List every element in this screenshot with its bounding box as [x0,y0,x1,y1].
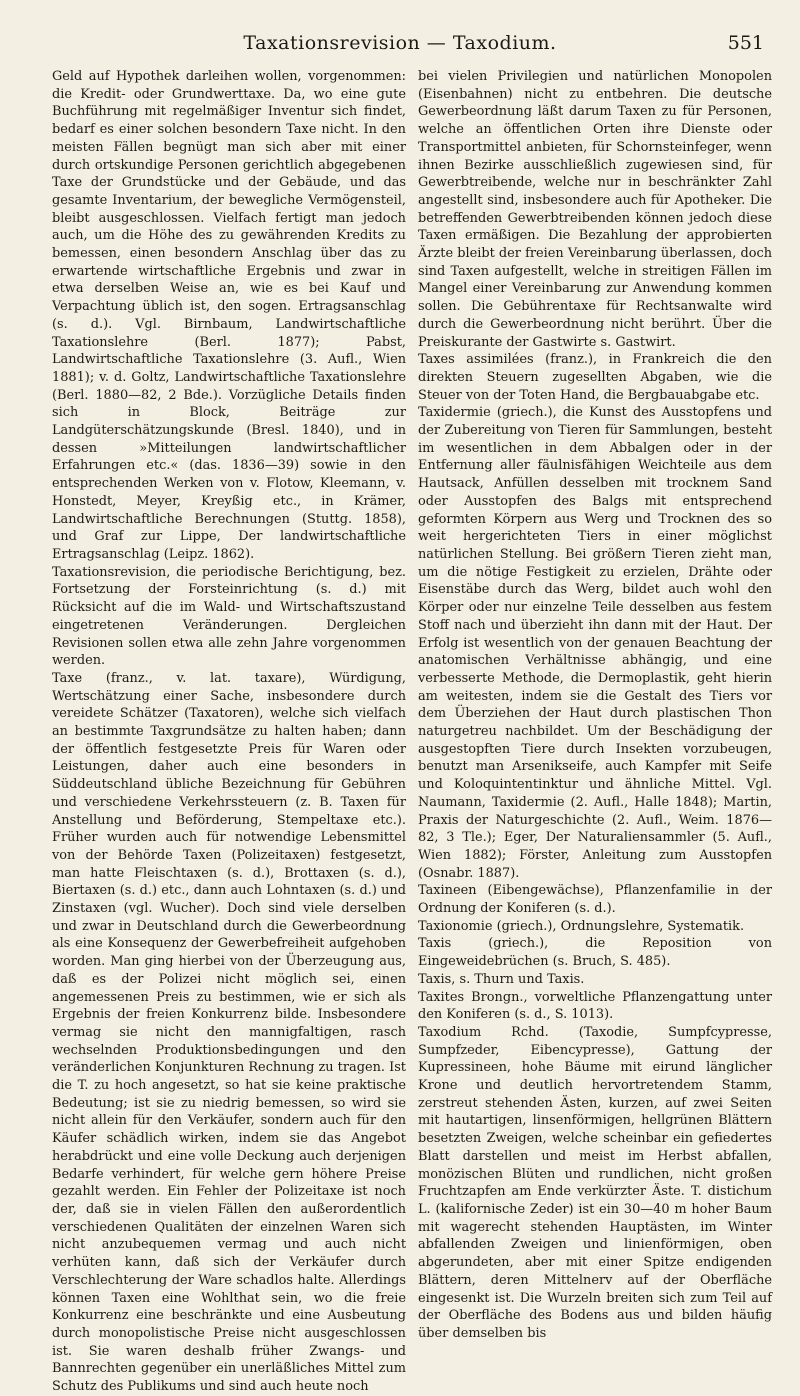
text-columns [52,68,772,1395]
entry-taxodium: Taxodium Rchd. (Taxodie, Sumpfcypresse, Sumpfzeder, Eibencypresse), Gattung der Kupressineen, hohe Bäume mit eirund länglicher Krone und deutlich hervortretendem Stamm, zerstreut stehenden Ästen, kurzen, auf zwei Seiten mit hautartigen, linsenförmigen, hellgrünen Blättern besetzten Zweigen, welche scheinbar ein gefiedertes Blatt darstellen und meist im Herbst abfallen, monözischen Blüten und rundlichen, nicht großen Fruchtzapfen am Ende verkürzter Äste. T. distichum L. (kalifornische Zeder) ist ein 30—40 m hoher Baum mit wagerecht stehenden Hauptästen, im Winter abfallenden Zweigen und linienförmigen, oben abgerundeten, aber mit einer Spitze endigenden Blättern, deren Mittelnerv auf der Oberfläche eingesenkt ist. Die Wurzeln breiten sich zum Teil auf der Oberfläche des Bodens aus und bilden häufig über demselben bis [418,1024,772,1341]
right-column [418,68,772,1341]
entry-taxis-reference: Taxis, s. Thurn und Taxis. [418,971,585,987]
entry-taxionomie: Taxionomie (griech.), Ordnungslehre, Systematik. [418,918,745,934]
entry-taxe: Taxe (franz., v. lat. taxare), Würdigung, Wertschätzung einer Sache, insbesondere durch vereidete Schätzer (Taxatoren), welche sich vielfach an bestimmte Taxgrundsätze zu halten haben; dann der öffentlich festgesetzte Preis für Waren oder Leistungen, daher auch eine besonders in Süddeutschland übliche Bezeichnung für Gebühren und verschiedene Verkehrssteuern (z. B. Taxen für Anstellung und Beförderung, Stempeltaxe etc.). Früher wurden auch für notwendige Lebensmittel von der Behörde Taxen (Polizeitaxen) festgesetzt, man hatte Fleischtaxen (s. d.), Brottaxen (s. d.), Biertaxen (s. d.) etc., dann auch Lohntaxen (s. d.) und Zinstaxen (vgl. Wucher). Doch sind viele derselben und zwar in Deutschland durch die Gewerbeordnung als eine Konsequenz der Gewerbefreiheit aufgehoben worden. Man ging hierbei von der Überzeugung aus, daß es der Polizei nicht möglich sei, einen angemessenen Preis zu bestimmen, wie er sich als Ergebnis der freien Konkurrenz bilde. Insbesondere vermag sie nicht den mannigfaltigen, rasch wechselnden Produktionsbedingungen und den veränderlichen Konjunkturen Rechnung zu tragen. Ist die T. zu hoch angesetzt, so hat sie keine praktische Bedeutung; ist sie zu niedrig bemessen, so wird sie nicht allein für den Verkäufer, sondern auch für den Käufer schädlich wirken, indem sie das Angebot herabdrückt und eine volle Deckung auch derjenigen Bedarfe verhindert, für welche gern höhere Preise gezahlt werden. Ein Fehler der Polizeitaxe ist noch der, daß sie in vielen Fällen den außerordentlich verschiedenen Qualitäten der einzelnen Waren sich nicht anzubequemen vermag und auch nicht verhüten kann, daß sich der Verkäufer durch Verschlechterung der Ware schadlos halte. Allerdings können Taxen eine Wohlthat sein, wo die freie Konkurrenz eine beschränkte und eine Ausbeutung durch monopolistische Preise nicht ausgeschlossen ist. Sie waren deshalb früher Zwangs- und Bannrechten gegenüber ein unerläßliches Mittel zum Schutz des Publikums und sind auch heute noch [52,670,406,1395]
left-column [52,68,406,1395]
running-header [30,28,770,58]
entry-taxis-medical: Taxis (griech.), die Reposition von Eingeweidebrüchen (s. Bruch, S. 485). [418,936,772,970]
entry-text: Geld auf Hypothek darleihen wollen, vorgenommen: die Kredit- oder Grundwerttaxe. Da, wo eine gute Buchführung mit regelmäßiger Inventur sich findet, bedarf es einer solchen besondern Taxe nicht. In den meisten Fällen begnügt man sich aber mit einer durch ortskundige Personen gerichtlich abgegebenen Taxe der Grundstücke und der Gebäude, und das gesamte Inventarium, der bewegliche Vermögensteil, bleibt ausgeschlossen. Vielfach fertigt man jedoch auch, um die Höhe des zu gewährenden Kredits zu bemessen, einen besondern Anschlag über das zu erwartende wirtschaftliche Ergebnis und zwar in etwa derselben Weise an, wie es bei Kauf und Verpachtung üblich ist, den sogen. Ertragsanschlag (s. d.). Vgl. Birnbaum, Landwirtschaftliche Taxationslehre (Berl. 1877); Pabst, Landwirtschaftliche Taxationslehre (3. Aufl., Wien 1881); v. d. Goltz, Landwirtschaftliche Taxationslehre (Berl. 1880—82, 2 Bde.). Vorzügliche Details finden sich in Block, Beiträge zur Landgüterschätzungskunde (Bresl. 1840), und in dessen »Mitteilungen landwirtschaftlicher Erfahrungen etc.« (das. 1836—39) sowie in den entsprechenden Werken von v. Flotow, Kleemann, v. Honstedt, Meyer, Kreyßig etc., in Krämer, Landwirtschaftliche Berechnungen (Stuttg. 1858), und Graf zur Lippe, Der landwirtschaftliche Ertragsanschlag (Leipz. 1862). [52,69,406,562]
entry-taxes-assimilees: Taxes assimilées (franz.), in Frankreich die den direkten Steuern zugesellten Abgaben, wie die Steuer von der Toten Hand, die Bergbauabgabe etc. [418,352,772,403]
entry-text: bei vielen Privilegien und natürlichen Monopolen (Eisenbahnen) nicht zu entbehren. Die deutsche Gewerbeordnung läßt darum Taxen zu für Personen, welche an öffentlichen Orten ihre Dienste oder Transportmittel anbieten, für Schornsteinfeger, wenn ihnen Bezirke ausschließlich zugewiesen sind, für Gewerbtreibende, welche nur in beschränkter Zahl angestellt sind, insbesondere auch für Apotheker. Die betreffenden Gewerbtreibenden können jedoch diese Taxen ermäßigen. Die Bezahlung der approbierten Ärzte bleibt der freien Vereinbarung überlassen, doch sind Taxen aufgestellt, welche in streitigen Fällen im Mangel einer Vereinbarung zur Anwendung kommen sollen. Die Gebührentaxe für Rechtsanwalte wird durch die Gewerbeordnung nicht berührt. Über die Preiskurante der Gastwirte s. Gastwirt. [418,69,772,350]
entry-taxidermie: Taxidermie (griech.), die Kunst des Ausstopfens und der Zubereitung von Tieren für Sammlungen, besteht im wesentlichen in dem Abbalgen oder in der Entfernung aller fäulnisfähigen Weichteile aus dem Hautsack, Anfüllen desselben mit trocknem Sand oder Ausstopfen des Balgs mit entsprechend geformten Körpern aus Werg und Trocknen des so weit hergerichteten Tiers in einer möglichst natürlichen Stellung. Bei größern Tieren zieht man, um die nötige Festigkeit zu erzielen, Drähte oder Eisenstäbe durch das Werg, bildet auch wohl den Körper oder nur einzelne Teile desselben aus festem Stoff nach und überzieht ihn dann mit der Haut. Der Erfolg ist wesentlich von der genauen Beachtung der anatomischen Verhältnisse abhängig, und eine verbesserte Methode, die Dermoplastik, geht hierin am weitesten, indem sie die Gestalt des Tiers vor dem Überziehen der Haut durch plastischen Thon naturgetreu nachbildet. Um der Beschädigung der ausgestopften Tiere durch Insekten vorzubeugen, benutzt man Arsenikseife, auch Kampfer mit Seife und Koloquintentinktur und ähnliche Mittel. Vgl. Naumann, Taxidermie (2. Aufl., Halle 1848); Martin, Praxis der Naturgeschichte (2. Aufl., Weim. 1876—82, 3 Tle.); Eger, Der Naturaliensammler (5. Aufl., Wien 1882); Förster, Anleitung zum Ausstopfen (Osnabr. 1887). [418,405,772,881]
header-title: Taxationsrevision — Taxodium. [243,32,557,54]
page-number: 551 [727,32,764,54]
entry-taxites: Taxites Brongn., vorweltliche Pflanzengattung unter den Koniferen (s. d., S. 1013). [418,989,772,1023]
entry-taxineen: Taxineen (Eibengewächse), Pflanzenfamilie in der Ordnung der Koniferen (s. d.). [418,883,772,917]
entry-taxationsrevision: Taxationsrevision, die periodische Berichtigung, bez. Fortsetzung der Forsteinrichtung (s. d.) mit Rücksicht auf die im Wald- und Wirtschaftszustand eingetretenen Veränderungen. Dergleichen Revisionen sollen etwa alle zehn Jahre vorgenommen werden. [52,564,406,669]
